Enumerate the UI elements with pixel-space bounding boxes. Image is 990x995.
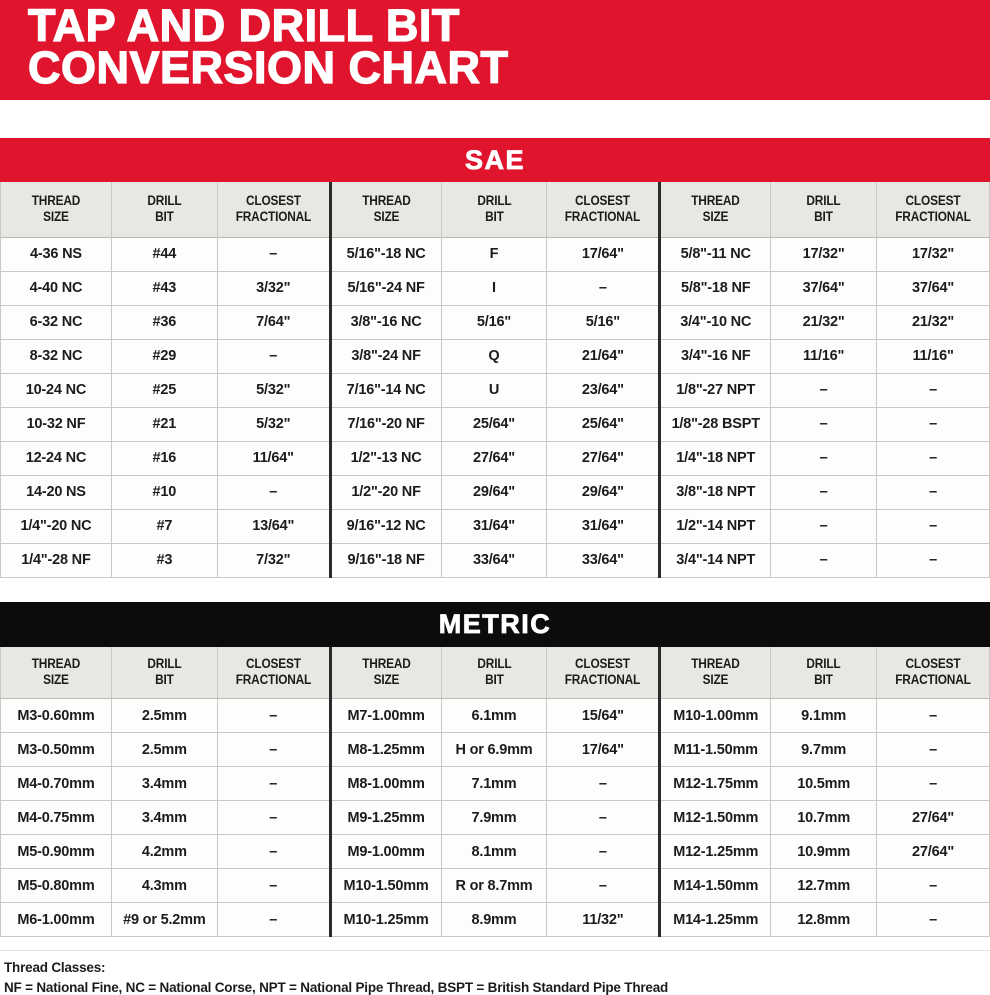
closest-fractional-cell: – xyxy=(217,767,330,801)
drill-bit-cell: I xyxy=(441,271,547,305)
drill-bit-cell: 21/32" xyxy=(771,305,877,339)
thread-size-cell: M5-0.90mm xyxy=(1,835,112,869)
drill-bit-cell: – xyxy=(771,543,877,577)
drill-bit-cell: #16 xyxy=(111,441,217,475)
closest-fractional-cell: 5/16" xyxy=(547,305,660,339)
thread-size-cell: M6-1.00mm xyxy=(1,903,112,937)
column-header-drill-bit: DRILL BIT xyxy=(441,647,547,699)
table-row xyxy=(1,509,990,543)
column-header-drill-bit: DRILL BIT xyxy=(441,182,547,237)
drill-bit-cell: 3.4mm xyxy=(111,801,217,835)
thread-size-cell: 3/4"-14 NPT xyxy=(660,543,771,577)
closest-fractional-cell: – xyxy=(217,903,330,937)
drill-bit-cell: 27/64" xyxy=(441,441,547,475)
drill-bit-cell: F xyxy=(441,237,547,271)
closest-fractional-cell: – xyxy=(877,509,990,543)
sae-table-body xyxy=(1,237,990,577)
thread-size-cell: 3/4"-10 NC xyxy=(660,305,771,339)
drill-bit-cell: 37/64" xyxy=(771,271,877,305)
table-row xyxy=(1,869,990,903)
closest-fractional-cell: – xyxy=(877,373,990,407)
drill-bit-cell: – xyxy=(771,441,877,475)
metric-section-banner xyxy=(0,602,990,647)
metric-table-header xyxy=(1,647,990,699)
page-title-line2: CONVERSION CHART xyxy=(28,42,509,93)
drill-bit-cell: 4.2mm xyxy=(111,835,217,869)
thread-size-cell: M4-0.75mm xyxy=(1,801,112,835)
drill-bit-cell: 6.1mm xyxy=(441,699,547,733)
table-row xyxy=(1,271,990,305)
drill-bit-cell: U xyxy=(441,373,547,407)
thread-size-cell: 4-36 NS xyxy=(1,237,112,271)
thread-size-cell: M9-1.25mm xyxy=(330,801,441,835)
thread-size-cell: 9/16"-12 NC xyxy=(330,509,441,543)
table-row xyxy=(1,835,990,869)
drill-bit-cell: 12.7mm xyxy=(771,869,877,903)
drill-bit-cell: 3.4mm xyxy=(111,767,217,801)
thread-size-cell: 3/8"-18 NPT xyxy=(660,475,771,509)
sae-section-banner xyxy=(0,138,990,182)
thread-size-cell: 1/2"-13 NC xyxy=(330,441,441,475)
drill-bit-cell: 10.9mm xyxy=(771,835,877,869)
sae-table-header xyxy=(1,182,990,237)
thread-size-cell: 1/4"-28 NF xyxy=(1,543,112,577)
column-header-drill-bit: DRILL BIT xyxy=(111,647,217,699)
table-row xyxy=(1,767,990,801)
footnote-text: NF = National Fine, NC = National Corse, NPT = National Pipe Thread, BSPT = British Standard Pipe Thread xyxy=(4,980,669,995)
closest-fractional-cell: – xyxy=(217,835,330,869)
thread-size-cell: 14-20 NS xyxy=(1,475,112,509)
thread-size-cell: M7-1.00mm xyxy=(330,699,441,733)
closest-fractional-cell: – xyxy=(877,699,990,733)
thread-size-cell: M10-1.00mm xyxy=(660,699,771,733)
closest-fractional-cell: 17/64" xyxy=(547,237,660,271)
thread-size-cell: M3-0.60mm xyxy=(1,699,112,733)
thread-size-cell: M12-1.50mm xyxy=(660,801,771,835)
thread-size-cell: 3/4"-16 NF xyxy=(660,339,771,373)
closest-fractional-cell: – xyxy=(877,903,990,937)
closest-fractional-cell: 27/64" xyxy=(547,441,660,475)
thread-size-cell: 1/4"-20 NC xyxy=(1,509,112,543)
closest-fractional-cell: 25/64" xyxy=(547,407,660,441)
closest-fractional-cell: 29/64" xyxy=(547,475,660,509)
closest-fractional-cell: – xyxy=(877,475,990,509)
footnote-heading: Thread Classes: xyxy=(4,960,106,975)
column-header-thread-size: THREAD SIZE xyxy=(1,647,112,699)
drill-bit-cell: 17/32" xyxy=(771,237,877,271)
drill-bit-cell: – xyxy=(771,373,877,407)
closest-fractional-cell: – xyxy=(547,869,660,903)
thread-size-cell: 1/2"-20 NF xyxy=(330,475,441,509)
drill-bit-cell: #3 xyxy=(111,543,217,577)
column-header-closest-fractional: CLOSEST FRACTIONAL xyxy=(217,182,330,237)
page-title xyxy=(28,0,509,93)
drill-bit-cell: 10.7mm xyxy=(771,801,877,835)
column-header-drill-bit: DRILL BIT xyxy=(771,182,877,237)
table-row xyxy=(1,339,990,373)
closest-fractional-cell: 17/64" xyxy=(547,733,660,767)
closest-fractional-cell: 7/64" xyxy=(217,305,330,339)
table-row xyxy=(1,475,990,509)
thread-size-cell: 4-40 NC xyxy=(1,271,112,305)
closest-fractional-cell: – xyxy=(877,733,990,767)
thread-size-cell: M4-0.70mm xyxy=(1,767,112,801)
metric-section xyxy=(0,602,990,938)
thread-size-cell: 9/16"-18 NF xyxy=(330,543,441,577)
drill-bit-cell: 8.1mm xyxy=(441,835,547,869)
drill-bit-cell: 10.5mm xyxy=(771,767,877,801)
metric-section-label: METRIC xyxy=(438,608,552,639)
closest-fractional-cell: – xyxy=(877,869,990,903)
drill-bit-cell: 5/16" xyxy=(441,305,547,339)
closest-fractional-cell: 23/64" xyxy=(547,373,660,407)
thread-size-cell: 1/4"-18 NPT xyxy=(660,441,771,475)
closest-fractional-cell: 5/32" xyxy=(217,407,330,441)
drill-bit-cell: 7.1mm xyxy=(441,767,547,801)
thread-size-cell: 5/8"-18 NF xyxy=(660,271,771,305)
drill-bit-cell: 33/64" xyxy=(441,543,547,577)
column-header-thread-size: THREAD SIZE xyxy=(660,647,771,699)
thread-size-cell: 7/16"-14 NC xyxy=(330,373,441,407)
drill-bit-cell: #36 xyxy=(111,305,217,339)
thread-size-cell: 12-24 NC xyxy=(1,441,112,475)
drill-bit-cell: #44 xyxy=(111,237,217,271)
closest-fractional-cell: – xyxy=(217,339,330,373)
sae-section-label: SAE xyxy=(464,144,526,175)
drill-bit-cell: 29/64" xyxy=(441,475,547,509)
drill-bit-cell: 7.9mm xyxy=(441,801,547,835)
closest-fractional-cell: 33/64" xyxy=(547,543,660,577)
thread-size-cell: M9-1.00mm xyxy=(330,835,441,869)
thread-size-cell: 3/8"-24 NF xyxy=(330,339,441,373)
column-header-closest-fractional: CLOSEST FRACTIONAL xyxy=(217,647,330,699)
drill-bit-cell: H or 6.9mm xyxy=(441,733,547,767)
closest-fractional-cell: 11/16" xyxy=(877,339,990,373)
sae-table xyxy=(0,182,990,578)
thread-size-cell: M12-1.25mm xyxy=(660,835,771,869)
thread-size-cell: M12-1.75mm xyxy=(660,767,771,801)
column-header-drill-bit: DRILL BIT xyxy=(111,182,217,237)
thread-size-cell: M8-1.25mm xyxy=(330,733,441,767)
thread-size-cell: M11-1.50mm xyxy=(660,733,771,767)
closest-fractional-cell: 21/64" xyxy=(547,339,660,373)
closest-fractional-cell: – xyxy=(877,441,990,475)
drill-bit-cell: #10 xyxy=(111,475,217,509)
closest-fractional-cell: 37/64" xyxy=(877,271,990,305)
table-row xyxy=(1,801,990,835)
footnote xyxy=(0,950,990,995)
column-header-closest-fractional: CLOSEST FRACTIONAL xyxy=(877,182,990,237)
closest-fractional-cell: – xyxy=(217,869,330,903)
table-row xyxy=(1,733,990,767)
thread-size-cell: 1/8"-27 NPT xyxy=(660,373,771,407)
thread-size-cell: 1/2"-14 NPT xyxy=(660,509,771,543)
closest-fractional-cell: 27/64" xyxy=(877,835,990,869)
thread-size-cell: M14-1.25mm xyxy=(660,903,771,937)
thread-size-cell: 5/16"-18 NC xyxy=(330,237,441,271)
thread-size-cell: M10-1.25mm xyxy=(330,903,441,937)
table-row xyxy=(1,305,990,339)
column-header-closest-fractional: CLOSEST FRACTIONAL xyxy=(547,647,660,699)
drill-bit-cell: 4.3mm xyxy=(111,869,217,903)
thread-size-cell: 5/8"-11 NC xyxy=(660,237,771,271)
thread-size-cell: 3/8"-16 NC xyxy=(330,305,441,339)
metric-table xyxy=(0,647,990,938)
drill-bit-cell: – xyxy=(771,475,877,509)
closest-fractional-cell: – xyxy=(217,475,330,509)
thread-size-cell: 8-32 NC xyxy=(1,339,112,373)
thread-size-cell: 1/8"-28 BSPT xyxy=(660,407,771,441)
thread-size-cell: 10-24 NC xyxy=(1,373,112,407)
closest-fractional-cell: 31/64" xyxy=(547,509,660,543)
closest-fractional-cell: – xyxy=(217,237,330,271)
drill-bit-cell: – xyxy=(771,509,877,543)
drill-bit-cell: 31/64" xyxy=(441,509,547,543)
table-row xyxy=(1,903,990,937)
column-header-drill-bit: DRILL BIT xyxy=(771,647,877,699)
table-row xyxy=(1,699,990,733)
closest-fractional-cell: – xyxy=(877,543,990,577)
thread-size-cell: M3-0.50mm xyxy=(1,733,112,767)
closest-fractional-cell: – xyxy=(217,733,330,767)
thread-size-cell: 5/16"-24 NF xyxy=(330,271,441,305)
table-row xyxy=(1,237,990,271)
drill-bit-cell: #9 or 5.2mm xyxy=(111,903,217,937)
page-title-line1: TAP AND DRILL BIT xyxy=(28,0,460,52)
drill-bit-cell: 8.9mm xyxy=(441,903,547,937)
closest-fractional-cell: 21/32" xyxy=(877,305,990,339)
table-row xyxy=(1,407,990,441)
drill-bit-cell: #43 xyxy=(111,271,217,305)
closest-fractional-cell: – xyxy=(877,767,990,801)
closest-fractional-cell: 3/32" xyxy=(217,271,330,305)
closest-fractional-cell: 7/32" xyxy=(217,543,330,577)
thread-size-cell: 6-32 NC xyxy=(1,305,112,339)
closest-fractional-cell: 27/64" xyxy=(877,801,990,835)
thread-size-cell: 7/16"-20 NF xyxy=(330,407,441,441)
drill-bit-cell: #29 xyxy=(111,339,217,373)
table-row xyxy=(1,441,990,475)
closest-fractional-cell: – xyxy=(547,767,660,801)
table-row xyxy=(1,543,990,577)
table-row xyxy=(1,373,990,407)
closest-fractional-cell: – xyxy=(877,407,990,441)
column-header-thread-size: THREAD SIZE xyxy=(660,182,771,237)
drill-bit-cell: #7 xyxy=(111,509,217,543)
thread-size-cell: M5-0.80mm xyxy=(1,869,112,903)
closest-fractional-cell: – xyxy=(547,271,660,305)
drill-bit-cell: #21 xyxy=(111,407,217,441)
drill-bit-cell: 2.5mm xyxy=(111,733,217,767)
drill-bit-cell: 9.1mm xyxy=(771,699,877,733)
drill-bit-cell: R or 8.7mm xyxy=(441,869,547,903)
closest-fractional-cell: – xyxy=(217,699,330,733)
closest-fractional-cell: 13/64" xyxy=(217,509,330,543)
sae-section xyxy=(0,138,990,578)
closest-fractional-cell: 17/32" xyxy=(877,237,990,271)
drill-bit-cell: 11/16" xyxy=(771,339,877,373)
closest-fractional-cell: – xyxy=(217,801,330,835)
drill-bit-cell: 25/64" xyxy=(441,407,547,441)
drill-bit-cell: 12.8mm xyxy=(771,903,877,937)
closest-fractional-cell: 15/64" xyxy=(547,699,660,733)
drill-bit-cell: 9.7mm xyxy=(771,733,877,767)
closest-fractional-cell: – xyxy=(547,835,660,869)
thread-size-cell: M10-1.50mm xyxy=(330,869,441,903)
column-header-thread-size: THREAD SIZE xyxy=(1,182,112,237)
drill-bit-cell: #25 xyxy=(111,373,217,407)
page-title-banner xyxy=(0,0,990,100)
thread-size-cell: M14-1.50mm xyxy=(660,869,771,903)
drill-bit-cell: 2.5mm xyxy=(111,699,217,733)
closest-fractional-cell: – xyxy=(547,801,660,835)
column-header-closest-fractional: CLOSEST FRACTIONAL xyxy=(877,647,990,699)
closest-fractional-cell: 5/32" xyxy=(217,373,330,407)
thread-size-cell: 10-32 NF xyxy=(1,407,112,441)
drill-bit-cell: – xyxy=(771,407,877,441)
metric-table-body xyxy=(1,699,990,937)
closest-fractional-cell: 11/32" xyxy=(547,903,660,937)
column-header-closest-fractional: CLOSEST FRACTIONAL xyxy=(547,182,660,237)
closest-fractional-cell: 11/64" xyxy=(217,441,330,475)
column-header-thread-size: THREAD SIZE xyxy=(330,647,441,699)
column-header-thread-size: THREAD SIZE xyxy=(330,182,441,237)
drill-bit-cell: Q xyxy=(441,339,547,373)
thread-size-cell: M8-1.00mm xyxy=(330,767,441,801)
